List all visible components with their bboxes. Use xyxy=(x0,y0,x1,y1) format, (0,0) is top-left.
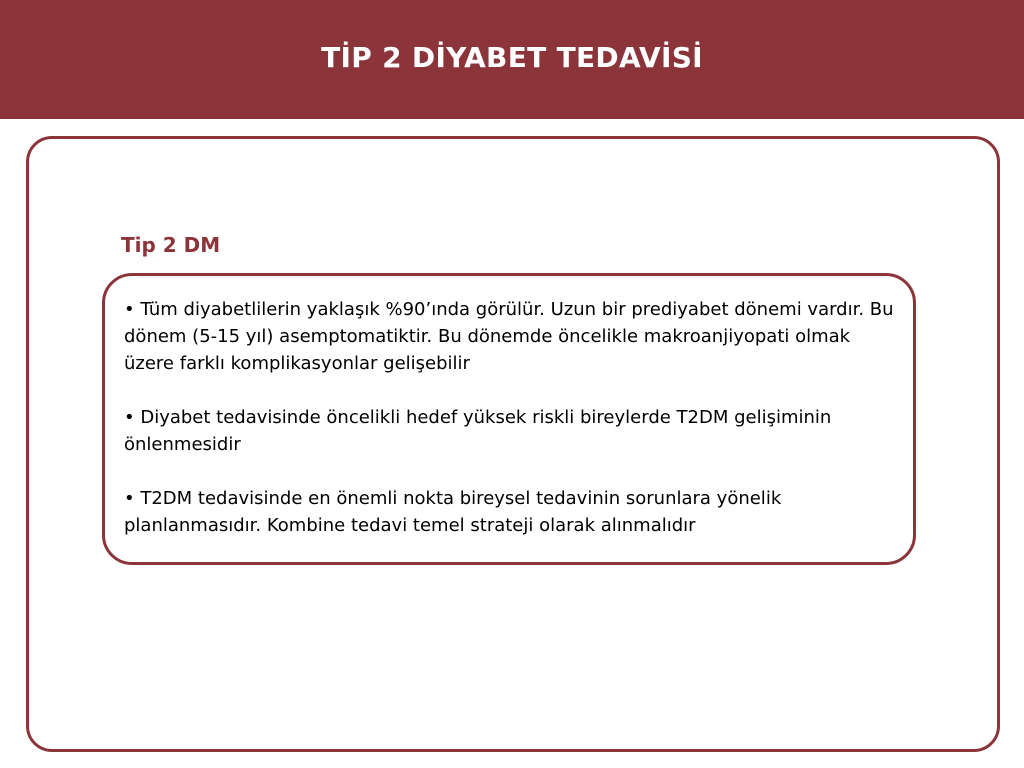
bullet-list xyxy=(124,296,894,539)
title-bar xyxy=(0,0,1024,119)
bullet-item: • Diyabet tedavisinde öncelikli hedef yüksek riskli bireylerde T2DM gelişiminin önlenmesidir xyxy=(124,407,832,455)
bullet-item: • Tüm diyabetlilerin yaklaşık %90’ında görülür. Uzun bir prediyabet dönemi vardır. Bu dönem (5-15 yıl) asemptomatiktir. Bu dönemde öncelikle makroanjiyopati olmak üzere farklı komplikasyonlar gelişebilir xyxy=(124,299,894,374)
bullet-box xyxy=(102,273,916,565)
bullet-item: • T2DM tedavisinde en önemli nokta bireysel tedavinin sorunlara yönelik planlanmasıdır. Kombine tedavi temel strateji olarak alınmalıdır xyxy=(124,488,782,536)
slide-title: TİP 2 DİYABET TEDAVİSİ xyxy=(321,41,703,74)
section-heading: Tip 2 DM xyxy=(121,233,221,257)
